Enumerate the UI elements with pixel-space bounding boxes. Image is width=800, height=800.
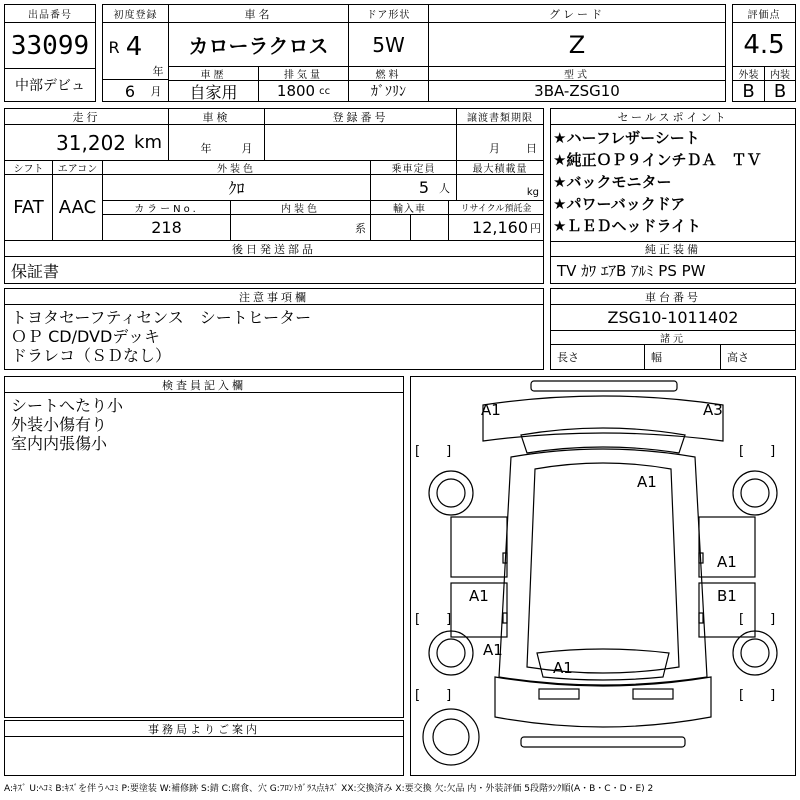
damage-mark: B1 xyxy=(717,587,737,605)
note-line: ドラレコ（ＳＤなし） xyxy=(11,346,172,365)
capacity-unit: 人 xyxy=(439,181,450,195)
chassis-number: ZSG10-1011402 xyxy=(551,305,795,331)
header-block xyxy=(102,4,726,102)
recycle-label: リサイクル預託金 xyxy=(449,201,543,215)
era: R xyxy=(108,37,120,57)
import-value-b xyxy=(411,215,449,241)
model-code: 3BA-ZSG10 xyxy=(534,82,620,100)
diagram-bracket: [ ] xyxy=(415,444,452,459)
office-label: 事務局よりご案内 xyxy=(5,721,403,737)
later-parts-label: 後日発送部品 xyxy=(5,241,543,257)
chassis-box xyxy=(550,288,796,370)
lot-block xyxy=(4,4,96,102)
interior-color-label: 内装色 xyxy=(231,201,371,215)
transfer-cell xyxy=(457,125,543,161)
notes-lines xyxy=(11,308,531,365)
exterior-grade-label: 外装 xyxy=(733,67,765,81)
debut-label: 中部デビュ xyxy=(15,78,85,94)
lot-number: 33099 xyxy=(5,23,95,69)
color-no: 218 xyxy=(103,215,231,241)
first-reg-label: 初度登録 xyxy=(103,5,169,23)
inspector-box xyxy=(4,376,404,718)
displacement-label: 排気量 xyxy=(259,67,349,81)
door-type: 5W xyxy=(349,23,429,67)
transfer-day-unit: 日 xyxy=(526,142,537,155)
damage-mark: A1 xyxy=(483,641,503,659)
diagram-bracket: [ ] xyxy=(739,688,776,703)
load-label: 最大積載量 xyxy=(457,161,543,175)
recycle-unit: 円 xyxy=(530,221,541,235)
car-name: カローラクロス xyxy=(169,23,349,67)
first-reg-month: 6 xyxy=(124,81,136,101)
car-name-label: 車名 xyxy=(169,5,349,23)
specs-label: 諸元 xyxy=(551,331,795,345)
inspector-line: シートへたり小 xyxy=(11,396,124,415)
mileage-label: 走行 xyxy=(5,109,169,125)
year-unit: 年 xyxy=(152,65,164,78)
shift: FAT xyxy=(5,175,53,241)
interior-grade: B xyxy=(773,81,787,101)
car-diagram-svg xyxy=(411,377,795,775)
score: 4.5 xyxy=(733,23,795,67)
grade-label: グレード xyxy=(429,5,725,23)
sales-point-item: ★ＬＥＤヘッドライト xyxy=(553,217,701,235)
inspection-year-unit: 年 xyxy=(200,142,212,155)
load-unit: kg xyxy=(526,187,539,198)
first-reg-divider xyxy=(103,79,169,80)
car-diagram xyxy=(410,376,796,776)
damage-mark: A1 xyxy=(717,553,737,571)
equipment-label: 純正装備 xyxy=(551,241,795,257)
interior-grade-label: 内装 xyxy=(765,67,795,81)
sales-points xyxy=(550,108,796,284)
details-grid xyxy=(4,108,544,284)
interior-color-unit: 系 xyxy=(355,222,366,235)
displacement-unit: cc xyxy=(319,85,331,97)
capacity-cell xyxy=(371,175,457,201)
model-label: 型式 xyxy=(429,67,725,81)
note-line: ＯＰ CD/DVDデッキ xyxy=(11,327,160,346)
score-block xyxy=(732,4,796,102)
history: 自家用 xyxy=(169,81,259,101)
chassis-label: 車台番号 xyxy=(551,289,795,305)
equipment-value: TV ｶﾜ ｴｱB ｱﾙﾐ PS PW xyxy=(557,261,706,280)
shift-label: シフト xyxy=(5,161,53,175)
sales-points-list xyxy=(553,127,793,241)
displacement: 1800 xyxy=(276,82,316,100)
mileage-unit: km xyxy=(134,132,162,153)
recycle: 12,160 xyxy=(472,218,528,237)
import-label: 輸入車 xyxy=(371,201,449,215)
notes-label: 注意事項欄 xyxy=(5,289,543,305)
damage-mark: A1 xyxy=(637,473,657,491)
later-parts-value: 保証書 xyxy=(11,261,60,281)
sales-point-item: ★パワーバックドア xyxy=(553,195,686,213)
diagram-bracket: [ ] xyxy=(739,612,776,627)
diagram-bracket: [ ] xyxy=(415,688,452,703)
mileage-cell xyxy=(5,125,169,161)
sales-point-item: ★ハーフレザーシート xyxy=(553,129,700,147)
height-label: 高さ xyxy=(727,351,749,364)
exterior-color: ｸﾛ xyxy=(103,175,371,201)
exterior-color-label: 外装色 xyxy=(103,161,371,175)
note-line: トヨタセーフティセンス シートヒーター xyxy=(11,308,312,327)
inspector-label: 検査員記入欄 xyxy=(5,377,403,393)
legend-footer: A:ｷｽﾞ U:ﾍｺﾐ B:ｷｽﾞを伴うﾍｺﾐ P:要塗装 W:補修跡 S:錆 C:腐食、穴 G:ﾌﾛﾝﾄｶﾞﾗｽ点ｷｽﾞ XX:交換済み X:要交換 欠:欠品 内・外装評価 5段階ﾗﾝｸ順(A・B・C・D・E) 2 xyxy=(4,784,654,794)
registration-label: 登録番号 xyxy=(265,109,457,125)
inspector-lines xyxy=(11,396,391,453)
inspector-line: 外装小傷有り xyxy=(11,415,108,434)
inspection-cell xyxy=(169,125,265,161)
mileage: 31,202 xyxy=(56,130,127,155)
top-section xyxy=(4,4,796,102)
recycle-cell xyxy=(449,215,543,241)
inspection-label: 車検 xyxy=(169,109,265,125)
import-value-a xyxy=(371,215,411,241)
capacity-label: 乗車定員 xyxy=(371,161,457,175)
fuel-label: 燃料 xyxy=(349,67,429,81)
exterior-grade: B xyxy=(733,81,765,101)
fuel: ｶﾞｿﾘﾝ xyxy=(349,81,429,101)
door-label: ドア形状 xyxy=(349,5,429,23)
grade: Z xyxy=(429,23,725,67)
first-reg-year: 4 xyxy=(125,32,143,62)
sales-point-item: ★バックモニター xyxy=(553,173,672,191)
damage-mark: A1 xyxy=(469,587,489,605)
interior-color-cell xyxy=(231,215,371,241)
damage-mark: A1 xyxy=(553,659,573,677)
ac: AAC xyxy=(53,175,103,241)
load-cell xyxy=(457,175,543,201)
transfer-label: 譲渡書類期限 xyxy=(457,109,543,125)
color-no-label: カラーNo. xyxy=(103,201,231,215)
sales-points-label: セールスポイント xyxy=(551,109,795,125)
diagram-bracket: [ ] xyxy=(415,612,452,627)
history-label: 車歴 xyxy=(169,67,259,81)
damage-mark: A3 xyxy=(703,401,723,419)
score-label: 評価点 xyxy=(733,5,795,23)
diagram-bracket: [ ] xyxy=(739,444,776,459)
capacity: 5 xyxy=(418,178,429,197)
notes-box xyxy=(4,288,544,370)
month-unit: 月 xyxy=(150,85,162,98)
transfer-month-unit: 月 xyxy=(489,142,500,155)
office-box xyxy=(4,720,404,776)
sales-point-item: ★純正ＯＰ９インチＤＡ ＴＶ xyxy=(553,151,762,169)
displacement-cell xyxy=(259,81,349,101)
length-label: 長さ xyxy=(551,345,645,369)
ac-label: エアコン xyxy=(53,161,103,175)
width-label: 幅 xyxy=(645,345,721,369)
inspector-line: 室内内張傷小 xyxy=(11,434,108,453)
inspection-month-unit: 月 xyxy=(241,142,253,155)
damage-mark: A1 xyxy=(481,401,501,419)
registration-value xyxy=(265,125,457,161)
lot-label: 出品番号 xyxy=(5,5,95,23)
